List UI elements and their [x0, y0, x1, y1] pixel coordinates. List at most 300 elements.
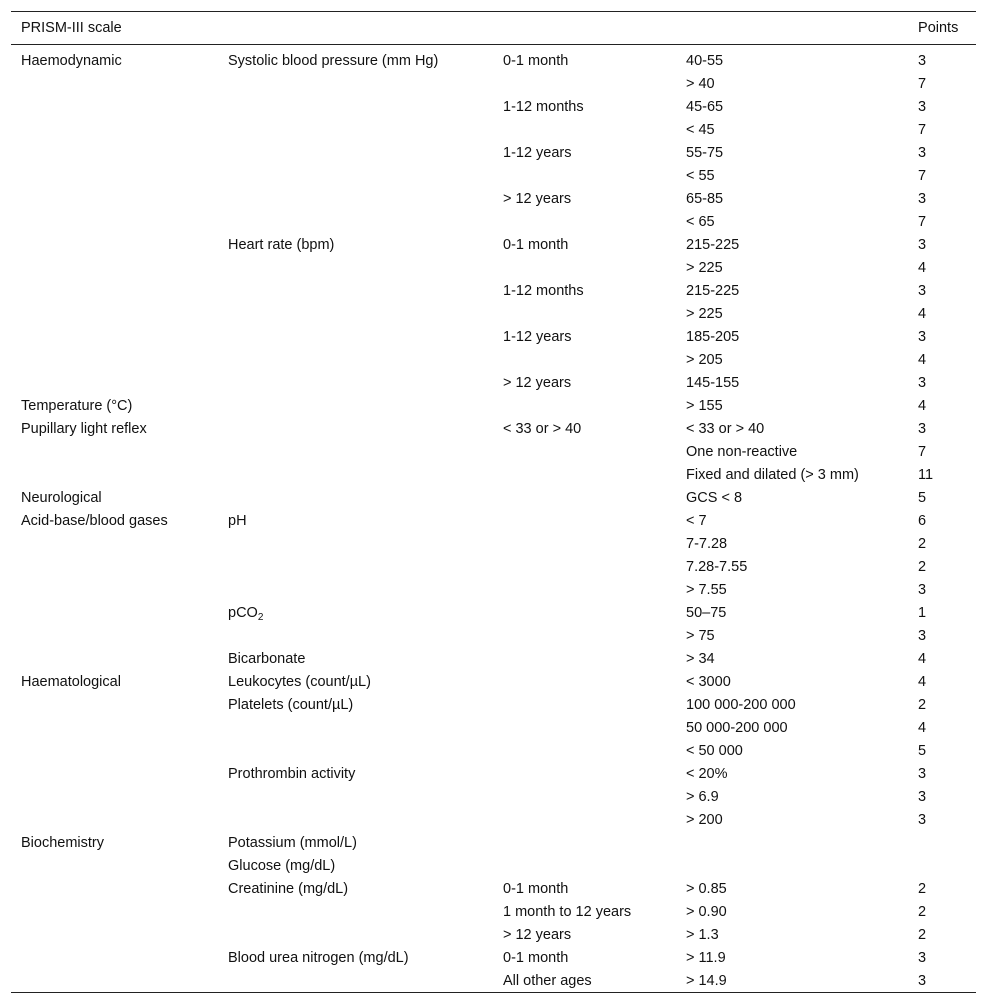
range-cell: [676, 118, 908, 141]
table-row: [11, 670, 976, 693]
parameter-cell: [218, 118, 493, 141]
points-cell: [908, 624, 976, 647]
range-cell: [676, 164, 908, 187]
table-row: [11, 95, 976, 118]
pco2-subscript: 2: [257, 611, 264, 623]
range-cell: [676, 739, 908, 762]
parameter-cell: [218, 946, 493, 969]
parameter-cell: [218, 532, 493, 555]
cell-text: 7: [918, 75, 927, 92]
cell-text: 4: [918, 351, 927, 368]
points-column-header: Points: [918, 20, 959, 36]
table-row: [11, 118, 976, 141]
parameter-cell: [218, 417, 493, 440]
category-cell: [11, 693, 218, 716]
points-cell: [908, 877, 976, 900]
category-cell: [11, 808, 218, 831]
cell-text: 2: [918, 903, 927, 920]
cell-text: 3: [918, 98, 927, 115]
range-cell: [676, 187, 908, 210]
cell-text: 3: [918, 627, 927, 644]
cell-text: 3: [918, 282, 927, 299]
cell-text: 2: [918, 880, 927, 897]
range-cell: [676, 693, 908, 716]
cell-text: 3: [918, 972, 927, 989]
age-group-cell: [493, 164, 676, 187]
range-cell: [676, 624, 908, 647]
parameter-cell: [218, 762, 493, 785]
range-cell: [676, 946, 908, 969]
parameter-cell: [218, 785, 493, 808]
points-cell: [908, 394, 976, 417]
cell-text: Platelets (count/µL): [228, 696, 354, 713]
range-cell: [676, 808, 908, 831]
table-row: [11, 854, 976, 877]
cell-text: 2: [918, 926, 927, 943]
table-row: [11, 486, 976, 509]
table-row: [11, 532, 976, 555]
table-row: [11, 969, 976, 993]
cell-text: 7: [918, 121, 927, 138]
age-group-cell: [493, 463, 676, 486]
cell-text: Potassium (mmol/L): [228, 834, 357, 851]
parameter-cell: [218, 486, 493, 509]
points-cell: [908, 923, 976, 946]
cell-text: 3: [918, 236, 927, 253]
cell-text: 1-12 years: [503, 328, 572, 345]
table-row: [11, 141, 976, 164]
category-cell: [11, 45, 218, 73]
table-body: [11, 45, 976, 993]
category-cell: [11, 739, 218, 762]
cell-text: 4: [918, 719, 927, 736]
age-group-cell: [493, 210, 676, 233]
category-cell: [11, 72, 218, 95]
age-group-cell: [493, 486, 676, 509]
parameter-cell: [218, 325, 493, 348]
cell-text: 3: [918, 374, 927, 391]
range-cell: [676, 670, 908, 693]
range-cell: [676, 325, 908, 348]
cell-text: > 0.85: [686, 880, 727, 897]
cell-text: 4: [918, 397, 927, 414]
prism-iii-table: [11, 11, 976, 993]
range-cell: [676, 141, 908, 164]
age-group-cell: [493, 279, 676, 302]
points-cell: [908, 440, 976, 463]
points-cell: [908, 946, 976, 969]
table-row: [11, 923, 976, 946]
cell-text: > 34: [686, 650, 715, 667]
table-row: [11, 325, 976, 348]
points-cell: [908, 693, 976, 716]
table-row: [11, 578, 976, 601]
parameter-cell: [218, 716, 493, 739]
points-cell: [908, 739, 976, 762]
points-cell: [908, 785, 976, 808]
parameter-cell: [218, 670, 493, 693]
age-group-cell: [493, 233, 676, 256]
age-group-cell: [493, 95, 676, 118]
points-cell: [908, 601, 976, 624]
range-cell: [676, 969, 908, 993]
parameter-cell: [218, 969, 493, 993]
range-cell: [676, 233, 908, 256]
cell-text: 1: [918, 604, 927, 621]
cell-text: 3: [918, 811, 927, 828]
cell-text: 0-1 month: [503, 880, 569, 897]
cell-text: < 65: [686, 213, 715, 230]
cell-text: Leukocytes (count/µL): [228, 673, 371, 690]
parameter-cell: [218, 210, 493, 233]
points-cell: [908, 233, 976, 256]
range-cell: [676, 716, 908, 739]
cell-text: 4: [918, 259, 927, 276]
cell-text: 0-1 month: [503, 236, 569, 253]
range-cell: [676, 578, 908, 601]
prism-iii-table-container: [11, 11, 976, 993]
header-row: [11, 12, 976, 45]
cell-text: 3: [918, 420, 927, 437]
category-cell: [11, 371, 218, 394]
category-cell: [11, 394, 218, 417]
category-cell: [11, 463, 218, 486]
age-group-cell: [493, 578, 676, 601]
age-group-cell: [493, 555, 676, 578]
range-cell: [676, 463, 908, 486]
parameter-cell: [218, 923, 493, 946]
parameter-cell: [218, 95, 493, 118]
cell-text: Pupillary light reflex: [21, 420, 147, 437]
category-cell: [11, 141, 218, 164]
table-row: [11, 693, 976, 716]
category-cell: [11, 923, 218, 946]
parameter-cell: [218, 739, 493, 762]
cell-text: Blood urea nitrogen (mg/dL): [228, 949, 409, 966]
cell-text: 215-225: [686, 282, 740, 299]
cell-text: 185-205: [686, 328, 740, 345]
cell-text: 7: [918, 443, 927, 460]
category-cell: [11, 716, 218, 739]
cell-text: < 33 or > 40: [686, 420, 765, 437]
range-cell: [676, 45, 908, 73]
age-group-cell: [493, 624, 676, 647]
cell-text: 100 000-200 000: [686, 696, 796, 713]
parameter-cell: [218, 900, 493, 923]
cell-text: > 200: [686, 811, 723, 828]
age-group-cell: [493, 325, 676, 348]
age-group-cell: [493, 693, 676, 716]
age-group-cell: [493, 785, 676, 808]
table-row: [11, 877, 976, 900]
points-cell: [908, 647, 976, 670]
cell-text: 3: [918, 328, 927, 345]
cell-text: < 33 or > 40: [503, 420, 582, 437]
table-row: [11, 808, 976, 831]
table-row: [11, 555, 976, 578]
age-group-cell: [493, 808, 676, 831]
table-row: [11, 302, 976, 325]
points-cell: [908, 210, 976, 233]
age-group-cell: [493, 371, 676, 394]
parameter-cell: [218, 348, 493, 371]
category-cell: [11, 762, 218, 785]
points-cell: [908, 348, 976, 371]
points-cell: [908, 256, 976, 279]
range-cell: [676, 785, 908, 808]
points-cell: [908, 371, 976, 394]
cell-text: 5: [918, 489, 927, 506]
points-cell: [908, 670, 976, 693]
cell-text: 1 month to 12 years: [503, 903, 632, 920]
age-group-cell: [493, 716, 676, 739]
cell-text: 11: [918, 466, 934, 483]
category-cell: [11, 348, 218, 371]
category-cell: [11, 440, 218, 463]
parameter-cell: [218, 45, 493, 73]
cell-text: 2: [918, 558, 927, 575]
category-cell: [11, 670, 218, 693]
parameter-cell: [218, 141, 493, 164]
table-row: [11, 417, 976, 440]
range-cell: [676, 532, 908, 555]
points-cell: [908, 900, 976, 923]
range-cell: [676, 486, 908, 509]
cell-text: Neurological: [21, 489, 102, 506]
category-cell: [11, 95, 218, 118]
cell-text: 50–75: [686, 604, 727, 621]
parameter-cell: [218, 164, 493, 187]
category-cell: [11, 417, 218, 440]
cell-text: Creatinine (mg/dL): [228, 880, 349, 897]
cell-text: 4: [918, 305, 927, 322]
parameter-cell: [218, 371, 493, 394]
cell-text: < 7: [686, 512, 707, 529]
table-row: [11, 72, 976, 95]
table-row: [11, 164, 976, 187]
range-cell: [676, 440, 908, 463]
range-cell: [676, 900, 908, 923]
age-group-cell: [493, 969, 676, 993]
cell-text: Glucose (mg/dL): [228, 857, 336, 874]
points-cell: [908, 417, 976, 440]
category-cell: [11, 877, 218, 900]
cell-text: 7: [918, 167, 927, 184]
parameter-cell: [218, 624, 493, 647]
cell-text: 55-75: [686, 144, 724, 161]
category-cell: [11, 578, 218, 601]
cell-text: > 40: [686, 75, 715, 92]
cell-text: 3: [918, 949, 927, 966]
cell-text: 3: [918, 788, 927, 805]
table-row: [11, 831, 976, 854]
range-cell: [676, 95, 908, 118]
category-cell: [11, 509, 218, 532]
points-cell: [908, 532, 976, 555]
cell-text: 5: [918, 742, 927, 759]
age-group-cell: [493, 509, 676, 532]
cell-text: > 155: [686, 397, 723, 414]
category-cell: [11, 325, 218, 348]
parameter-cell: [218, 854, 493, 877]
age-group-cell: [493, 762, 676, 785]
category-cell: [11, 969, 218, 993]
table-row: [11, 946, 976, 969]
category-cell: [11, 854, 218, 877]
cell-text: 1-12 years: [503, 144, 572, 161]
age-group-cell: [493, 348, 676, 371]
cell-text: < 45: [686, 121, 715, 138]
table-row: [11, 210, 976, 233]
parameter-cell: [218, 647, 493, 670]
category-cell: [11, 785, 218, 808]
table-row: [11, 785, 976, 808]
range-cell: [676, 555, 908, 578]
cell-text: 65-85: [686, 190, 724, 207]
range-cell: [676, 762, 908, 785]
age-group-cell: [493, 187, 676, 210]
points-cell: [908, 302, 976, 325]
parameter-cell: [218, 578, 493, 601]
points-cell: [908, 969, 976, 993]
cell-text: 0-1 month: [503, 949, 569, 966]
cell-text: > 75: [686, 627, 715, 644]
table-header: [11, 12, 976, 45]
parameter-cell: [218, 555, 493, 578]
parameter-cell: [218, 693, 493, 716]
points-cell: [908, 141, 976, 164]
table-row: [11, 716, 976, 739]
points-cell: [908, 72, 976, 95]
cell-text: Systolic blood pressure (mm Hg): [228, 52, 439, 69]
age-group-cell: [493, 72, 676, 95]
cell-text: 3: [918, 581, 927, 598]
age-group-cell: [493, 946, 676, 969]
cell-text: Prothrombin activity: [228, 765, 356, 782]
category-cell: [11, 624, 218, 647]
range-cell: [676, 348, 908, 371]
age-group-cell: [493, 877, 676, 900]
cell-text: Haemodynamic: [21, 52, 122, 69]
cell-text: 50 000-200 000: [686, 719, 788, 736]
points-cell: [908, 486, 976, 509]
cell-text: < 50 000: [686, 742, 743, 759]
cell-text: > 14.9: [686, 972, 727, 989]
table-row: [11, 279, 976, 302]
age-group-cell: [493, 118, 676, 141]
parameter-cell: [218, 233, 493, 256]
cell-text: > 0.90: [686, 903, 727, 920]
parameter-cell: [218, 463, 493, 486]
age-group-cell: [493, 601, 676, 624]
cell-text: > 225: [686, 259, 723, 276]
range-cell: [676, 371, 908, 394]
cell-text: > 7.55: [686, 581, 727, 598]
cell-text: 4: [918, 673, 927, 690]
points-cell: [908, 578, 976, 601]
age-group-cell: [493, 739, 676, 762]
table-row: [11, 739, 976, 762]
points-cell: [908, 555, 976, 578]
table-row: [11, 233, 976, 256]
age-group-cell: [493, 302, 676, 325]
cell-text: Fixed and dilated (> 3 mm): [686, 466, 859, 483]
cell-text: 45-65: [686, 98, 724, 115]
range-cell: [676, 647, 908, 670]
cell-text: 1-12 months: [503, 98, 584, 115]
table-row: [11, 624, 976, 647]
cell-text: > 225: [686, 305, 723, 322]
cell-text: 40-55: [686, 52, 724, 69]
age-group-cell: [493, 440, 676, 463]
cell-text: < 3000: [686, 673, 731, 690]
parameter-cell: [218, 394, 493, 417]
category-cell: [11, 900, 218, 923]
age-group-cell: [493, 45, 676, 73]
table-row: [11, 256, 976, 279]
table-row: [11, 601, 976, 624]
category-cell: [11, 302, 218, 325]
cell-text: 2: [918, 696, 927, 713]
category-cell: [11, 164, 218, 187]
age-group-cell: [493, 647, 676, 670]
age-group-cell: [493, 394, 676, 417]
points-cell: [908, 45, 976, 73]
table-row: [11, 45, 976, 73]
cell-text: 7.28-7.55: [686, 558, 748, 575]
cell-text: Haematological: [21, 673, 121, 690]
points-cell: [908, 95, 976, 118]
table-row: [11, 647, 976, 670]
cell-text: pCO: [228, 604, 258, 621]
age-group-cell: [493, 532, 676, 555]
table-row: [11, 900, 976, 923]
points-cell: [908, 509, 976, 532]
parameter-cell: [218, 256, 493, 279]
parameter-cell: [218, 187, 493, 210]
points-cell: [908, 716, 976, 739]
parameter-cell: [218, 509, 493, 532]
table-title: PRISM-III scale: [21, 20, 122, 36]
age-group-cell: [493, 831, 676, 854]
range-cell: [676, 256, 908, 279]
cell-text: 3: [918, 765, 927, 782]
age-group-cell: [493, 670, 676, 693]
points-cell: [908, 831, 976, 854]
age-group-cell: [493, 256, 676, 279]
category-cell: [11, 647, 218, 670]
range-cell: [676, 923, 908, 946]
range-cell: [676, 417, 908, 440]
points-cell: [908, 463, 976, 486]
category-cell: [11, 532, 218, 555]
cell-text: 2: [918, 535, 927, 552]
age-group-cell: [493, 900, 676, 923]
cell-text: 1-12 months: [503, 282, 584, 299]
parameter-cell: [218, 601, 493, 624]
cell-text: 7-7.28: [686, 535, 728, 552]
cell-text: pH: [228, 512, 247, 529]
cell-text: All other ages: [503, 972, 592, 989]
range-cell: [676, 601, 908, 624]
parameter-cell: [218, 440, 493, 463]
age-group-cell: [493, 141, 676, 164]
cell-text: > 205: [686, 351, 723, 368]
cell-text: < 55: [686, 167, 715, 184]
cell-text: One non-reactive: [686, 443, 798, 460]
cell-text: Biochemistry: [21, 834, 104, 851]
table-row: [11, 394, 976, 417]
